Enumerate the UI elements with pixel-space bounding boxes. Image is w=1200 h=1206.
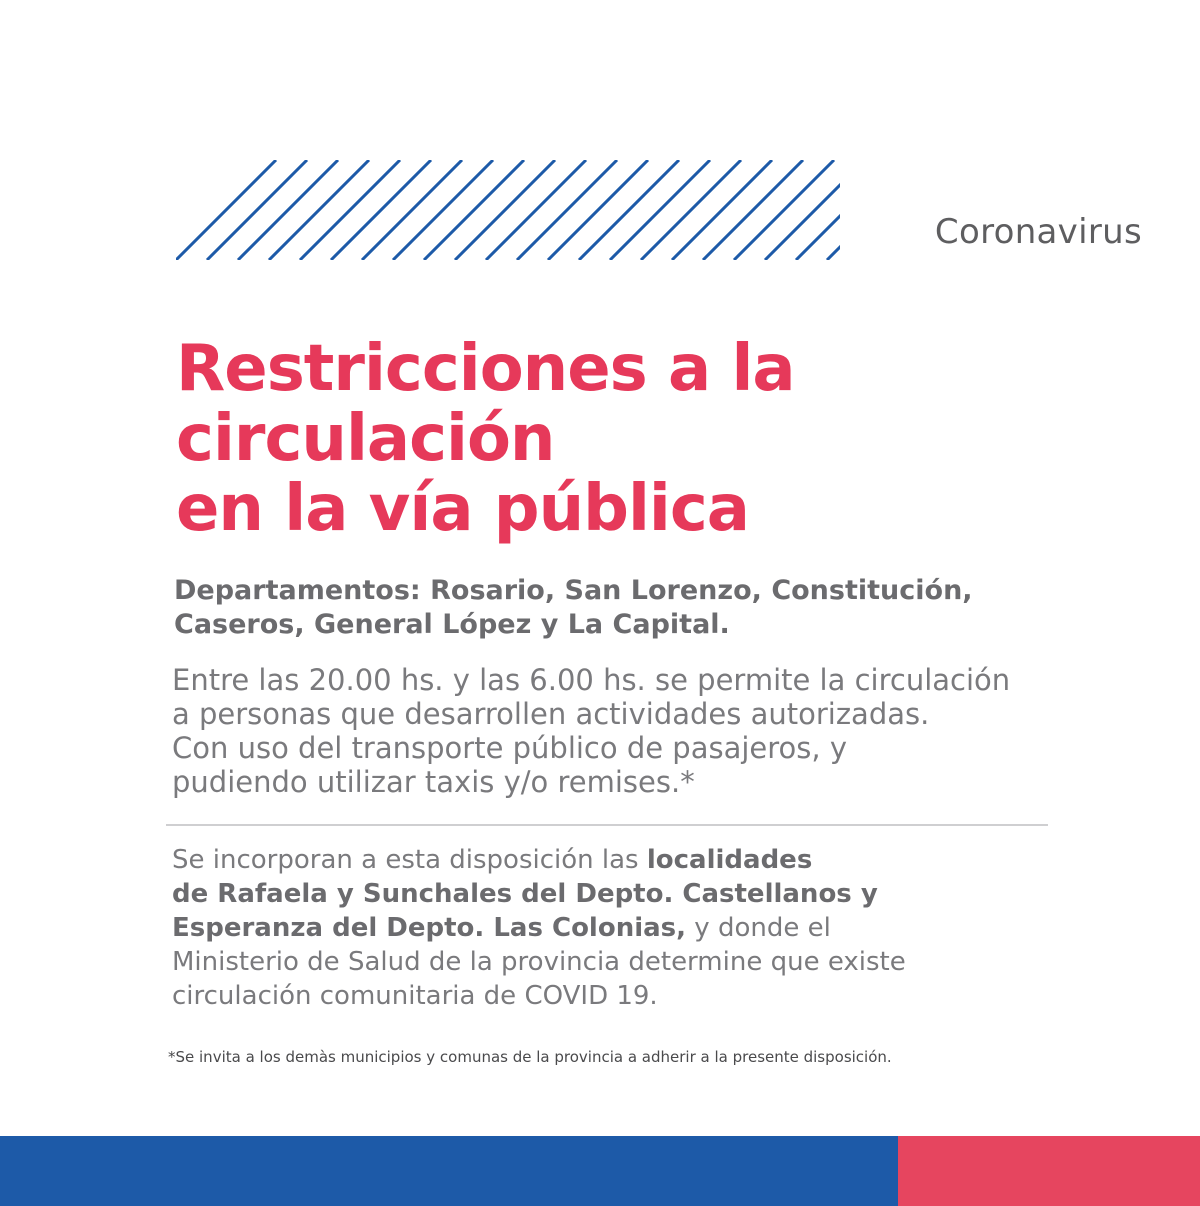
stripe-line (672, 160, 772, 260)
stripe-line (486, 160, 586, 260)
localities-emphasis: de Rafaela y Sunchales del Depto. Castellanos y (172, 879, 878, 909)
headline-line-3: en la vía pública (176, 472, 749, 546)
footer-bar-blue (0, 1136, 898, 1206)
footnote: *Se invita a los demàs municipios y comunas de la provincia a adherir a la presente disposición. (168, 1048, 892, 1066)
departments-line-1: Departamentos: Rosario, San Lorenzo, Constitución, (174, 575, 973, 606)
stripe-line (424, 160, 524, 260)
stripe-line (176, 160, 276, 260)
divider (166, 824, 1048, 826)
diagonal-stripes-graphic (176, 160, 840, 260)
stripe-line (331, 160, 431, 260)
footer-bar-red (898, 1136, 1200, 1206)
localities-text: y donde el (686, 913, 831, 943)
localities-text: Se incorporan a esta disposición las (172, 845, 647, 875)
localities-paragraph (172, 843, 1072, 1013)
schedule-line-4: pudiendo utilizar taxis y/o remises.* (172, 765, 695, 799)
stripe-line (207, 160, 307, 260)
stripe-line (548, 160, 648, 260)
stripe-line (455, 160, 555, 260)
localities-line-3 (172, 911, 1072, 945)
stripe-line (827, 160, 840, 260)
stripe-line (641, 160, 741, 260)
stripe-line (238, 160, 338, 260)
stripe-line (579, 160, 679, 260)
headline (176, 334, 1076, 544)
schedule-line-1: Entre las 20.00 hs. y las 6.00 hs. se permite la circulación (172, 663, 1011, 697)
departments-line-2: Caseros, General López y La Capital. (174, 609, 730, 640)
schedule-paragraph (172, 663, 1072, 799)
headline-line-2: circulación (176, 402, 555, 476)
stripe-line (517, 160, 617, 260)
localities-line-1 (172, 843, 1072, 877)
localities-line-4: Ministerio de Salud de la provincia determine que existe (172, 947, 906, 977)
localities-emphasis: Esperanza del Depto. Las Colonias, (172, 913, 687, 943)
departments-text (174, 574, 1074, 642)
localities-emphasis: localidades (646, 845, 813, 875)
localities-line-2 (172, 877, 1072, 911)
headline-line-1: Restricciones a la (176, 332, 795, 406)
stripe-line (300, 160, 400, 260)
stripe-line (393, 160, 493, 260)
stripe-line (362, 160, 462, 260)
schedule-line-2: a personas que desarrollen actividades autorizadas. (172, 697, 930, 731)
localities-line-5: circulación comunitaria de COVID 19. (172, 981, 658, 1011)
stripe-line (269, 160, 369, 260)
stripe-line (610, 160, 710, 260)
schedule-line-3: Con uso del transporte público de pasajeros, y (172, 731, 848, 765)
stripe-line (703, 160, 803, 260)
category-tag: Coronavirus (934, 212, 1142, 252)
stripe-line (765, 160, 840, 260)
stripe-line (734, 160, 834, 260)
